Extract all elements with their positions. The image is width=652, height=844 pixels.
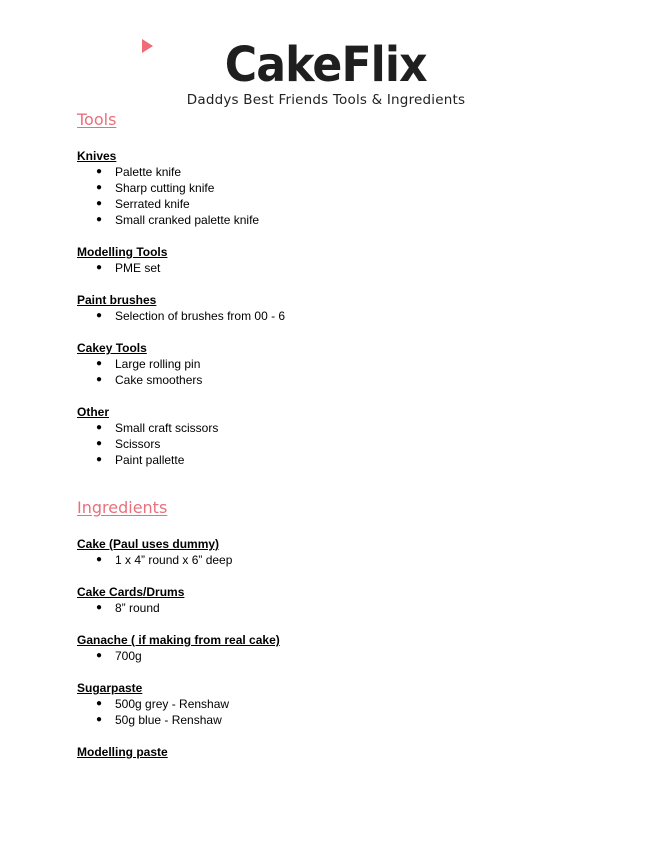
bullet-icon: ●: [96, 650, 103, 661]
group-modelling-paste: [77, 744, 168, 760]
list-item: ● 1 x 4” round x 6” deep: [96, 553, 233, 567]
group-modelling-tools: [77, 244, 167, 276]
list-item: ● Paint pallette: [96, 453, 185, 467]
group-heading: Paint brushes: [77, 293, 157, 307]
list-item: ● Sharp cutting knife: [96, 181, 215, 195]
group-heading: Cake (Paul uses dummy): [77, 537, 220, 551]
section-title-tools: Tools: [77, 110, 117, 129]
group-heading: Other: [77, 405, 110, 419]
bullet-icon: ●: [96, 310, 103, 321]
group-cake: [77, 536, 232, 568]
list-item: ● Small craft scissors: [96, 421, 219, 435]
bullet-icon: ●: [96, 554, 103, 565]
bullet-icon: ●: [96, 198, 103, 209]
group-paint-brushes: [77, 292, 285, 324]
bullet-icon: ●: [96, 358, 103, 369]
bullet-icon: ●: [96, 374, 103, 385]
bullet-icon: ●: [96, 214, 103, 225]
bullet-icon: ●: [96, 454, 103, 465]
group-heading: Cake Cards/Drums: [77, 585, 185, 599]
group-other: [77, 404, 218, 468]
list-item: ● PME set: [96, 261, 161, 275]
bullet-icon: ●: [96, 602, 103, 613]
bullet-icon: ●: [96, 422, 103, 433]
list-item: ● 50g blue - Renshaw: [96, 713, 222, 727]
bullet-icon: ●: [96, 182, 103, 193]
list-item: ● Scissors: [96, 437, 161, 451]
group-cakey-tools: [77, 340, 202, 388]
brand-name: CakeFlix: [225, 37, 427, 93]
group-heading: Knives: [77, 149, 117, 163]
list-item: ● 700g: [96, 649, 142, 663]
brand-logo: [0, 36, 652, 94]
group-sugarpaste: [77, 680, 229, 728]
group-knives: [77, 148, 259, 228]
group-heading: Sugarpaste: [77, 681, 143, 695]
list-item: ● Selection of brushes from 00 - 6: [96, 309, 286, 323]
bullet-icon: ●: [96, 166, 103, 177]
bullet-icon: ●: [96, 714, 103, 725]
group-heading: Cakey Tools: [77, 341, 147, 355]
bullet-icon: ●: [96, 262, 103, 273]
play-icon: [142, 39, 153, 53]
group-cake-cards: [77, 584, 184, 616]
list-item: ● 500g grey - Renshaw: [96, 697, 230, 711]
list-item: ● Palette knife: [96, 165, 182, 179]
list-item: ● Cake smoothers: [96, 373, 203, 387]
list-item: ● Large rolling pin: [96, 357, 201, 371]
section-title-ingredients: Ingredients: [77, 498, 168, 517]
group-ganache: [77, 632, 280, 664]
bullet-icon: ●: [96, 698, 103, 709]
list-item: ● Serrated knife: [96, 197, 190, 211]
list-item: ● 8” round: [96, 601, 160, 615]
document-subtitle: Daddys Best Friends Tools & Ingredients: [186, 92, 466, 108]
bullet-icon: ●: [96, 438, 103, 449]
group-heading: Modelling paste: [77, 745, 168, 759]
list-item: ● Small cranked palette knife: [96, 213, 260, 227]
group-heading: Modelling Tools: [77, 245, 168, 259]
group-heading: Ganache ( if making from real cake): [77, 633, 280, 647]
